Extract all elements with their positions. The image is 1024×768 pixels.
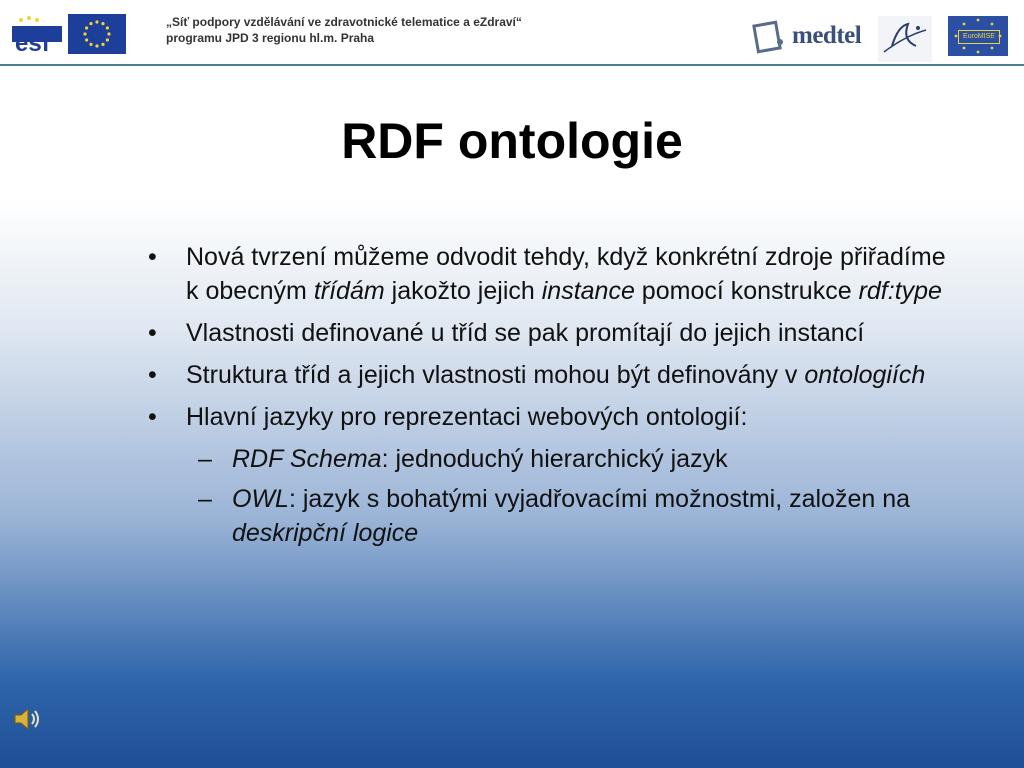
bullet-marker: • [148,403,157,431]
esf-logo-icon [12,14,62,54]
project-name: „Síť podpory vzdělávání ve zdravotnické telematice a eZdraví“ [166,15,522,29]
eu-flag-icon [68,14,126,54]
slide-body [140,240,960,556]
dash-marker: – [198,485,212,513]
sub-2-emphasis-b: deskripční logice [232,519,419,547]
bullet-4-text: Hlavní jazyky pro reprezentaci webových ontologií: [186,403,748,431]
sub-2-text: : jazyk s bohatými vyjadřovacími možnostmi, založen na [288,485,911,513]
euromise-wordmark: EuroMISE [958,30,1000,44]
euromise-logo [948,16,1008,56]
medtel-wordmark: medtel [792,22,862,49]
bullet-1-text-b: jakožto jejich [384,277,542,305]
bullet-1-emphasis-c: rdf:type [858,277,942,305]
medtel-logo [752,18,860,56]
bullet-marker: • [148,243,157,271]
sub-1-text: : jednoduchý hierarchický jazyk [381,445,728,473]
bullet-1-emphasis-a: třídám [313,277,385,305]
bullet-1-emphasis-b: instance [541,277,635,305]
bullet-item-3 [140,358,960,392]
slide-header [0,0,1024,66]
program-name: programu JPD 3 regionu hl.m. Praha [166,31,375,45]
medtel-emblem-icon [752,18,788,54]
bullet-3-text: Struktura tříd a jejich vlastnosti mohou být definovány v [186,361,805,389]
bullet-marker: • [148,361,157,389]
bullet-marker: • [148,319,157,347]
bullet-item-1 [140,240,960,308]
sub-item-1 [140,442,960,476]
bullet-1-text-c: pomocí konstrukce [634,277,859,305]
sub-item-2 [140,482,960,550]
project-header-text [166,14,686,46]
slide-title: RDF ontologie [341,113,683,169]
svg-text:esf: esf [15,30,50,54]
bullet-2-text: Vlastnosti definované u tříd se pak promítají do jejich instancí [186,319,865,347]
bullet-1-text-a: Nová tvrzení můžeme odvodit tehdy, když konkrétní zdroje přiřadíme k obecným [186,243,946,305]
bullet-item-4 [140,400,960,434]
bullet-item-2 [140,316,960,350]
sub-2-emphasis-a: OWL [232,485,289,513]
bullet-3-emphasis: ontologiích [804,361,926,389]
dash-marker: – [198,445,212,473]
sis-logo-icon [878,16,932,62]
sub-1-emphasis: RDF Schema [232,445,382,473]
speaker-icon[interactable] [12,704,44,734]
